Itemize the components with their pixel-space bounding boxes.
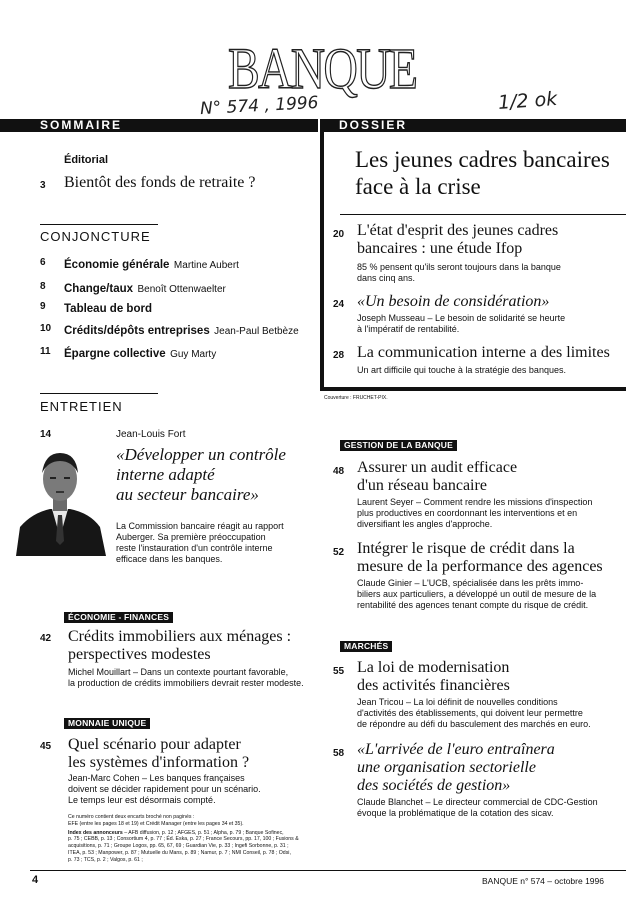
dossier-label: DOSSIER (339, 118, 408, 132)
editorial-title[interactable]: Bientôt des fonds de retraite ? (64, 174, 256, 191)
marches-page: 58 (333, 748, 345, 759)
monnaie-title-line: Quel scénario pour adapter (68, 736, 241, 753)
marches-desc-line: de répondre au défi du basculement des marchés en euro. (357, 719, 591, 729)
monnaie-desc-line: Le temps leur est désormais compté. (68, 795, 216, 805)
gestion-rubric: GESTION DE LA BANQUE (340, 440, 457, 451)
entretien-person: Jean-Louis Fort (116, 429, 186, 440)
editorial-page: 3 (40, 180, 46, 191)
conjoncture-title: Change/taux (64, 283, 134, 295)
gestion-title-line: mesure de la performance des agences (357, 558, 603, 575)
conjoncture-title: Tableau de bord (64, 303, 152, 315)
economie-desc-line: Michel Mouillart – Dans un contexte pourtant favorable, (68, 667, 289, 677)
gestion-desc-line: diversifiant les angles d'approche. (357, 519, 493, 529)
entretien-desc-line: efficace dans les banques. (116, 554, 223, 564)
dossier-desc-line: 85 % pensent qu'ils seront toujours dans la banque (357, 262, 561, 272)
dossier-bar (321, 119, 626, 132)
economie-page: 42 (40, 633, 52, 644)
marches-title-line: des activités financières (357, 677, 510, 694)
gestion-desc-line: plus productives en coordonnant les interventions et en (357, 508, 578, 518)
entretien-title-line: «Développer un contrôle (116, 445, 286, 464)
entretien-page: 14 (40, 429, 52, 440)
dossier-title-line: «Un besoin de considération» (357, 293, 550, 310)
entretien-title-line: interne adapté (116, 465, 215, 484)
editorial-label: Éditorial (64, 154, 109, 166)
dossier-desc-line: Joseph Musseau – Le besoin de solidarité se heurte (357, 313, 566, 323)
economie-title[interactable] (68, 628, 291, 664)
dossier-desc-line: dans cinq ans. (357, 273, 416, 283)
monnaie-rubric: MONNAIE UNIQUE (64, 718, 150, 729)
entretien-desc-line: reste l'instauration d'un contrôle interne (116, 543, 273, 553)
insert-note-line: EFE (entre les pages 18 et 19) et Crédit Manager (entre les pages 34 et 35). (68, 820, 244, 827)
insert-notes (68, 814, 316, 864)
dossier-title-line: bancaires : une étude Ifop (357, 240, 523, 257)
gestion-page: 48 (333, 466, 345, 477)
marches-title-line: une organisation sectorielle (357, 759, 536, 776)
marches-title-line: «L'arrivée de l'euro entraînera (357, 741, 555, 758)
dossier-headline-line: face à la crise (355, 174, 481, 199)
conjoncture-title: Crédits/dépôts entreprises (64, 325, 210, 337)
marches-title-line: des sociétés de gestion» (357, 777, 511, 794)
cover-credit: Couverture : FRUCHET-PIX. (324, 395, 388, 401)
monnaie-page: 45 (40, 741, 52, 752)
conjoncture-author: Jean-Paul Betbèze (214, 326, 299, 337)
advertiser-index-line: ITEA, p. 53 ; Manpower, p. 87 ; Mutuelle du Mans, p. 89 ; Namur, p. 7 ; NMI Conseil, p. 78 ; Odsi, (68, 849, 291, 856)
economie-title-line: perspectives modestes (68, 646, 211, 663)
conjoncture-rule (40, 224, 158, 225)
entretien-title-line: au secteur bancaire» (116, 485, 259, 504)
economie-rubric: ÉCONOMIE - FINANCES (64, 612, 173, 623)
marches-page: 55 (333, 666, 345, 677)
conjoncture-author: Guy Marty (170, 349, 217, 360)
marches-desc-line: Claude Blanchet – Le directeur commercial de CDC-Gestion (357, 797, 598, 807)
dossier-page: 20 (333, 229, 345, 240)
monnaie-desc-line: Jean-Marc Cohen – Les banques françaises (68, 773, 245, 783)
advertiser-index-line: acquisitions, p. 71 ; Groupe Logos, pp. 65, 67, 69 ; Guardian Vie, p. 33 ; Ingefi Sorbonne, p. 31 ; (68, 843, 289, 850)
dossier-box-bottom-border (320, 387, 626, 391)
handwritten-reference: N° 574 , 1996 (199, 92, 319, 120)
gestion-title-line: d'un réseau bancaire (357, 477, 487, 494)
conjoncture-page: 6 (40, 257, 46, 268)
footer-rule (30, 870, 626, 871)
economie-desc-line: la production de crédits immobiliers devrait rester modeste. (68, 678, 304, 688)
entretien-desc (116, 521, 284, 565)
dossier-page: 24 (333, 299, 345, 310)
gestion-desc-line: rentabilité des agences tenant compte du risque de crédit. (357, 600, 589, 610)
sommaire-label: SOMMAIRE (40, 118, 122, 132)
dossier-title-line: L'état d'esprit des jeunes cadres (357, 222, 559, 239)
conjoncture-heading: CONJONCTURE (40, 229, 151, 244)
dossier-box-left-border (320, 119, 324, 391)
footer-page-number: 4 (32, 874, 39, 886)
gestion-title-line: Assurer un audit efficace (357, 459, 518, 476)
economie-desc (68, 667, 304, 689)
marches-desc-line: évoque la problématique de la cotation des sicav. (357, 808, 554, 818)
marches-desc-line: d'activités des établissements, qui doivent leur permettre (357, 708, 583, 718)
dossier-headline[interactable] (355, 146, 610, 200)
masthead-title: BANQUE (228, 36, 417, 101)
marches-title-line: La loi de modernisation (357, 659, 510, 676)
conjoncture-page: 8 (40, 281, 46, 292)
dossier-headline-line: Les jeunes cadres bancaires (355, 147, 610, 172)
advertiser-index-line: – AFB diffusion, p. 12 ; AFGES, p. 51 ; Alpha, p. 79 ; Banque Sofinec, (122, 829, 284, 836)
entretien-rule (40, 393, 158, 394)
conjoncture-author: Martine Aubert (173, 260, 239, 271)
dossier-desc-line: à l'impératif de rentabilité. (357, 324, 460, 334)
dossier-title-line: La communication interne a des limites (357, 344, 610, 361)
entretien-desc-line: La Commission bancaire réagit au rapport (116, 521, 284, 531)
gestion-desc-line: biliers aux particuliers, a développé un outil de mesure de la (357, 589, 597, 599)
footer-issue: BANQUE n° 574 – octobre 1996 (481, 876, 604, 886)
sommaire-bar (0, 119, 318, 132)
conjoncture-title: Économie générale (64, 259, 170, 271)
gestion-title-line: Intégrer le risque de crédit dans la (357, 540, 575, 557)
conjoncture-author: Benoît Ottenwaelter (137, 284, 226, 295)
dossier-desc-line: Un art difficile qui touche à la stratégie des banques. (357, 365, 566, 375)
economie-title-line: Crédits immobiliers aux ménages : (68, 628, 292, 645)
handwritten-note: 1/2 ok (497, 87, 558, 115)
gestion-desc-line: Laurent Seyer – Comment rendre les missions d'inspection (357, 497, 593, 507)
insert-note-line: Ce numéro contient deux encarts broché non paginés : (68, 814, 195, 820)
marches-desc-line: Jean Tricou – La loi définit de nouvelles conditions (357, 697, 558, 707)
conjoncture-page: 9 (40, 301, 46, 312)
gestion-page: 52 (333, 547, 345, 558)
entretien-heading: ENTRETIEN (40, 399, 123, 414)
advertiser-index-line: p. 75 ; CEBB, p. 13 ; Consortium 4, p. 77 ; Éd. Eska, p. 27 ; France Secours, pp. 17, 100 ; Fusions & (68, 836, 299, 843)
dossier-rule (340, 214, 626, 215)
advertiser-index-line: p. 73 ; TCS, p. 2 ; Valgos, p. 61 ; (68, 856, 143, 863)
portrait-photo (12, 445, 108, 556)
conjoncture-page: 11 (40, 346, 51, 357)
advertiser-index-label: Index des annonceurs (68, 829, 123, 836)
entretien-desc-line: Auberger. Sa première préoccupation (116, 532, 266, 542)
entretien-title[interactable] (116, 445, 286, 505)
monnaie-desc-line: doivent se décider rapidement pour un scénario. (68, 784, 261, 794)
conjoncture-title: Épargne collective (64, 348, 166, 360)
monnaie-title-line: les systèmes d'information ? (68, 754, 250, 771)
marches-rubric: MARCHÉS (340, 641, 392, 652)
monnaie-desc (68, 773, 261, 806)
monnaie-title[interactable] (68, 736, 249, 772)
gestion-desc-line: Claude Ginier – L'UCB, spécialisée dans les prêts immo- (357, 578, 584, 588)
dossier-page: 28 (333, 350, 345, 361)
conjoncture-page: 10 (40, 323, 52, 334)
